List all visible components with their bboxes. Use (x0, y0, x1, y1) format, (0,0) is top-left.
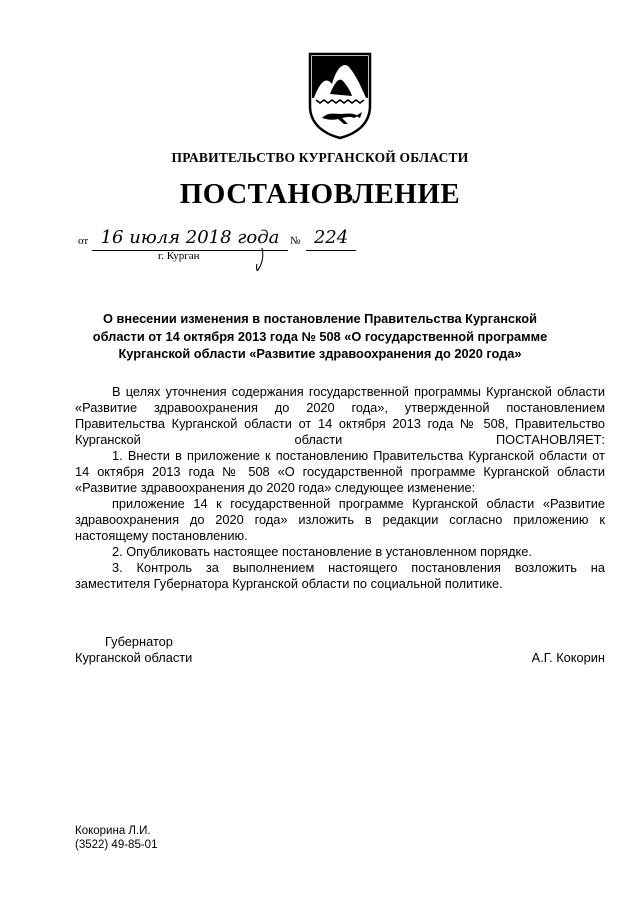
handwriting-stroke (252, 246, 268, 274)
item-1-detail-paragraph: приложение 14 к государственной программе Курганской области «Развитие здравоохранения до 2020 года» изложить в редакции согласно приложению к настоящему постановлению. (75, 496, 605, 543)
coat-of-arms-emblem (304, 48, 376, 140)
handwritten-number: 224 (313, 227, 349, 248)
signatory-title (75, 634, 192, 666)
document-type-title: ПОСТАНОВЛЕНИЕ (179, 178, 461, 210)
executor-block (75, 824, 157, 852)
document-body (75, 384, 605, 592)
number-prefix: № (290, 235, 301, 247)
number-underline (306, 250, 356, 251)
item-1-paragraph: 1. Внести в приложение к постановлению Правительства Курганской области от 14 октября 2013 года № 508 «О государственной программе Курганской области «Развитие здравоохранения до 2020 года» следующее изменение: (75, 448, 605, 495)
executor-phone: (3522) 49-85-01 (75, 839, 158, 851)
signatory-title-line1: Губернатор (105, 634, 173, 649)
item-3-paragraph: 3. Контроль за выполнением настоящего постановления возложить на заместителя Губернатора Курганской области по социальной политике. (75, 560, 605, 591)
date-prefix: от (78, 235, 89, 247)
preamble-paragraph: В целях уточнения содержания государственной программы Курганской области «Развитие здравоохранения до 2020 года», утвержденной постановлением Правительства Курганской области от 14 октября 2013 года № 508, Правительство Курганской области ПОСТАНОВЛЯЕТ: (75, 384, 605, 447)
city-label: г. Курган (158, 250, 200, 262)
document-subject: О внесении изменения в постановление Правительства Курганской области от 14 октября 2013 года № 508 «О государственной программе Курганской области «Развитие здравоохранения до 2020 года» (92, 311, 548, 362)
signatory-name: А.Г. Кокорин (531, 650, 605, 665)
item-2-paragraph: 2. Опубликовать настоящее постановление в установленном порядке. (112, 544, 532, 559)
signatory-title-line2: Курганской области (75, 650, 193, 665)
executor-name: Кокорина Л.И. (75, 825, 151, 837)
government-name: ПРАВИТЕЛЬСТВО КУРГАНСКОЙ ОБЛАСТИ (171, 150, 469, 165)
handwritten-date: 16 июля 2018 года (100, 227, 280, 248)
